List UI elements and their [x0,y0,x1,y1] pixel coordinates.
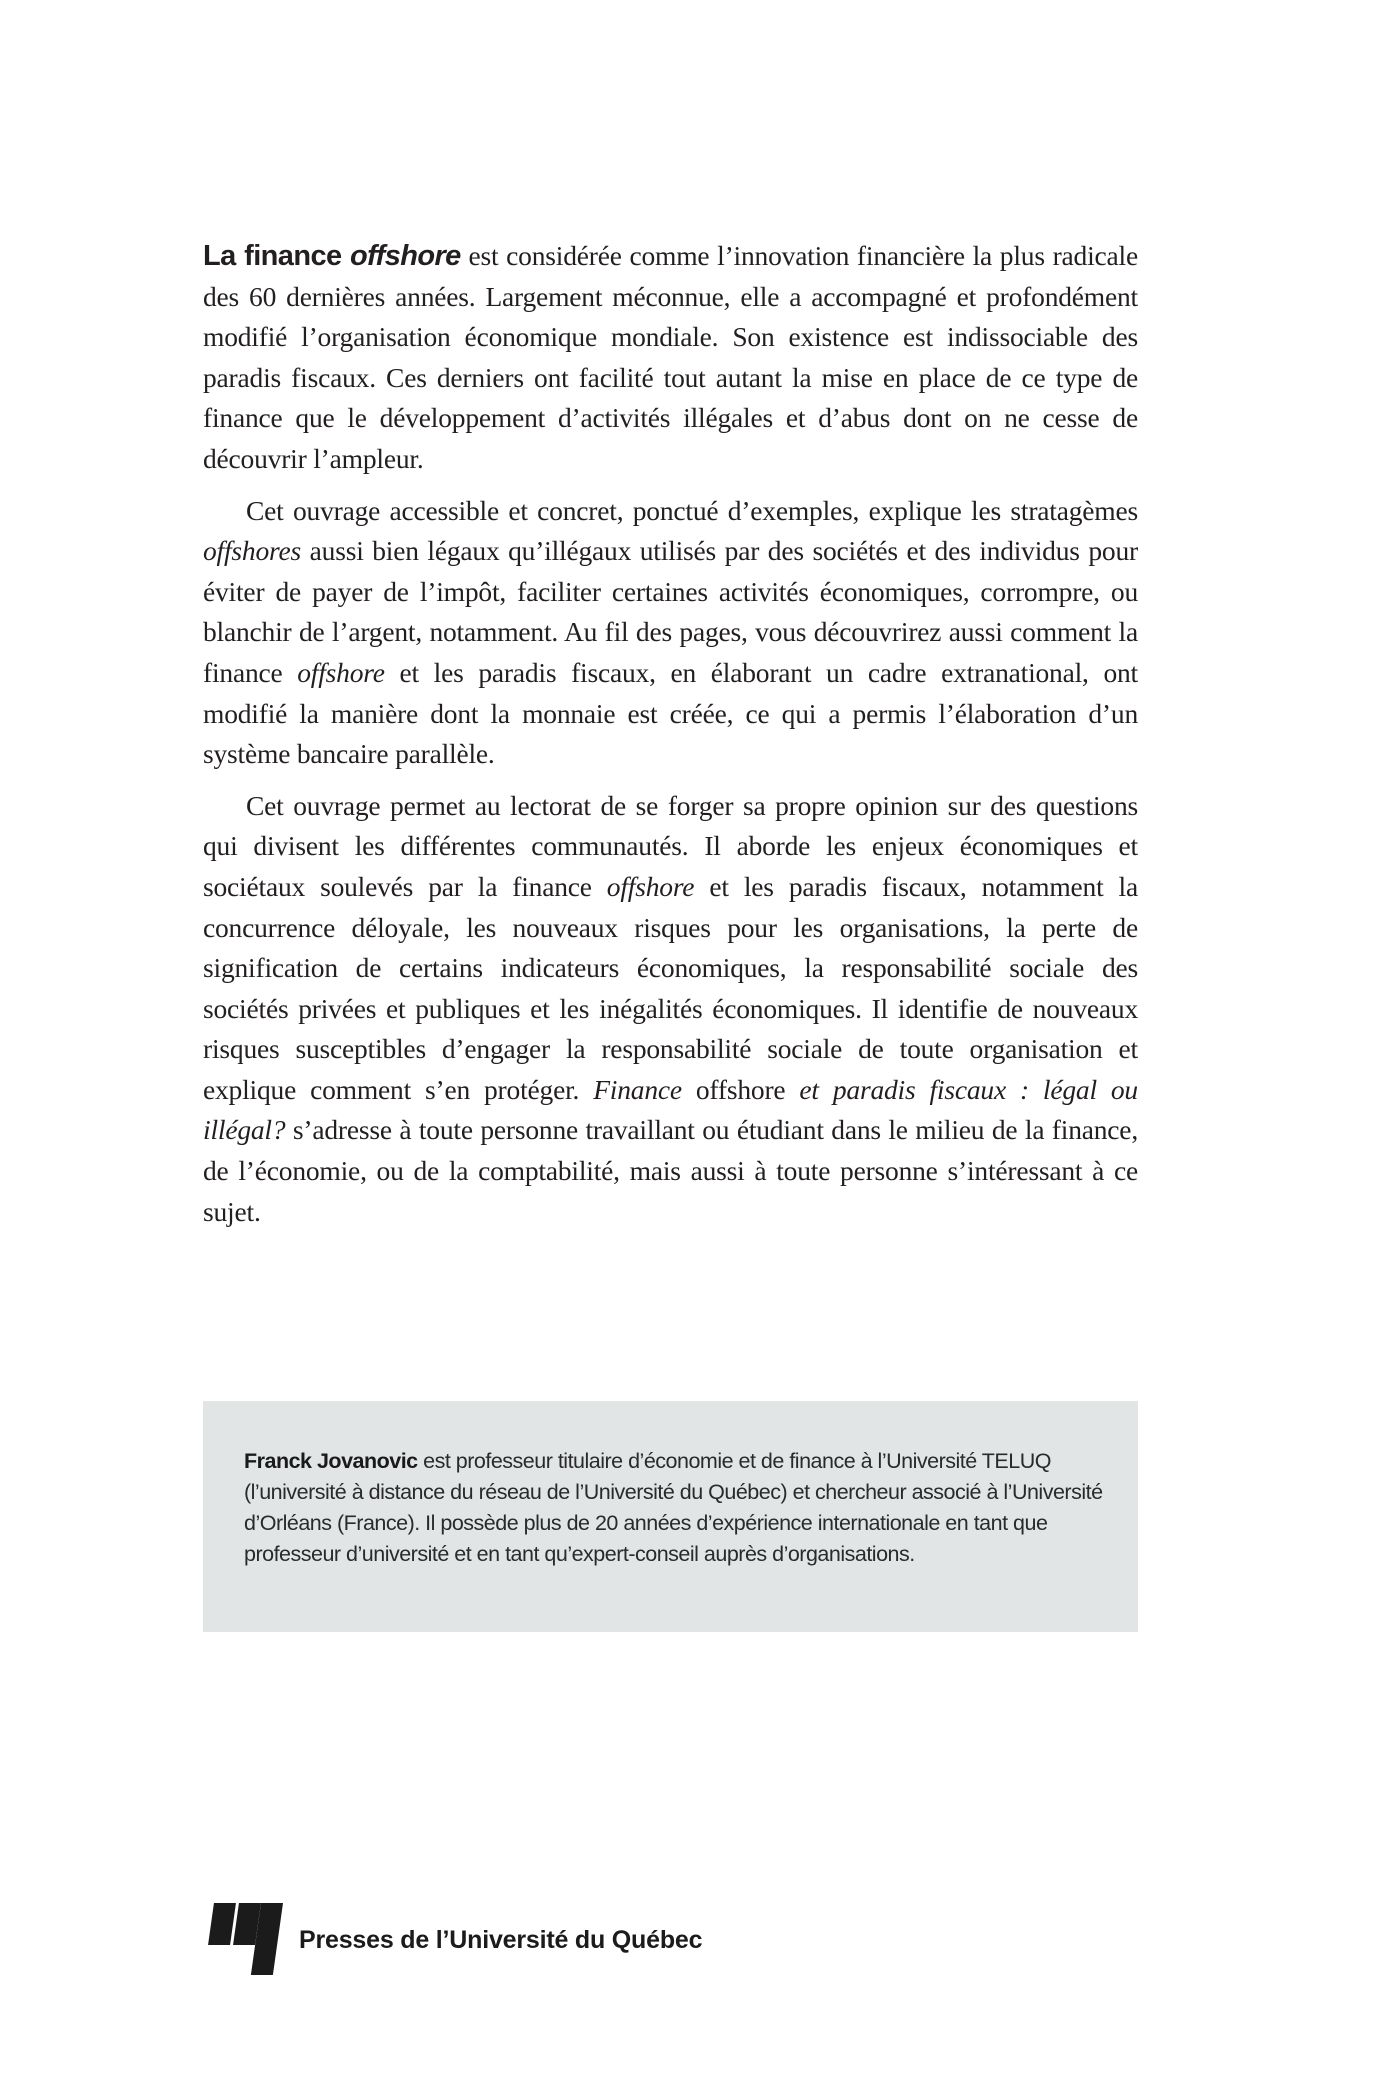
italic-term: offshore [297,656,385,688]
puq-logo-icon [203,1903,287,1975]
italic-term: offshore [606,870,695,902]
paragraph-intro [203,236,1138,480]
author-bio-box [203,1401,1138,1632]
lead-italic: offshore [350,240,461,272]
book-title-roman: offshore [681,1073,800,1105]
publisher-footer [203,1903,702,1975]
text-segment: aussi bien légaux qu’illégaux utilisés par des sociétés et des individus pour éviter de payer de l’impôt, faciliter certaines activités économiques, corrompre, ou blanchir de l’argent, notamment. Au fil des pages, vous découvrirez aussi comment la finance [203,535,1138,688]
lead-heading [203,240,461,272]
author-name: Franck Jovanovic [244,1449,418,1473]
back-cover-text [203,236,1138,1243]
text-segment: et les paradis fiscaux, notamment la concurrence déloyale, les nouveaux risques pour les organisations, la perte de signification de certains indicateurs économiques, la responsabilité sociale des sociétés privées et publiques et les inégalités économiques. Il identifie de nouveaux risques susceptibles d’engager la responsabilité sociale de toute organisation et explique comment s’en protéger. [203,870,1138,1105]
author-bio-text: est professeur titulaire d’économie et de finance à l’Université TELUQ (l’université à distance du réseau de l’Université du Québec) et chercheur associé à l’Université d’Orléans (France). Il possède plus de 20 années d’expérience internationale en tant que professeur d’université et en tant qu’expert-conseil auprès d’organisations. [244,1449,1103,1566]
text-segment: s’adresse à toute personne travaillant ou étudiant dans le milieu de la finance, de l’économie, ou de la comptabilité, mais aussi à toute personne s’intéressant à ce sujet. [203,1114,1138,1227]
book-title-italic: et paradis fiscaux : légal ou illégal? [203,1073,1138,1146]
text-segment: et les paradis fiscaux, en élaborant un cadre extranational, ont modifié la manière dont la monnaie est créée, ce qui a permis l’élaboration d’un système bancaire parallèle. [203,656,1138,770]
lead-text: La finance [203,240,351,272]
intro-text: est considérée comme l’innovation financière la plus radicale des 60 dernières années. Largement méconnue, elle a accompagné et profondément modifié l’organisation économique mondiale. Son existence est indissociable des paradis fiscaux. Ces derniers ont facilité tout autant la mise en place de ce type de finance que le développement d’activités illégales et d’abus dont on ne cesse de découvrir l’ampleur. [203,240,1138,474]
book-title-italic: Finance [593,1073,682,1105]
paragraph-audience [203,786,1138,1233]
author-bio [244,1446,1104,1570]
publisher-name: Presses de l’Université du Québec [299,1926,703,1954]
paragraph-description [203,491,1138,775]
text-segment: Cet ouvrage accessible et concret, ponctué d’exemples, explique les stratagèmes [246,494,1138,526]
italic-term: offshores [203,535,302,567]
text-segment: Cet ouvrage permet au lectorat de se forger sa propre opinion sur des questions qui divisent les différentes communautés. Il aborde les enjeux économiques et sociétaux soulevés par la finance [203,789,1138,902]
